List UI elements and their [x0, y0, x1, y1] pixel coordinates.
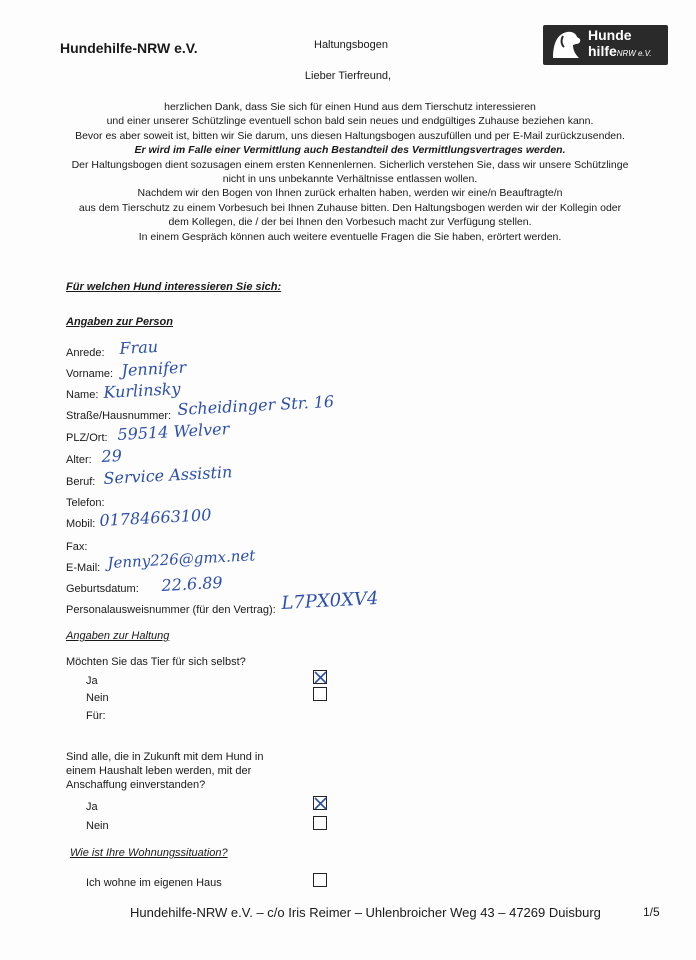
- strasse-value[interactable]: Scheidinger Str. 16: [177, 391, 335, 419]
- logo-text-hunde: Hunde: [588, 27, 632, 43]
- vorname-label: Vorname:: [66, 368, 114, 380]
- intro-line: Bevor es aber soweit ist, bitten wir Sie darum, uns diesen Haltungsbogen auszufüllen und per E-Mail zurückzusenden.: [75, 129, 625, 142]
- name-label: Name:: [66, 389, 99, 401]
- anrede-value[interactable]: Frau: [119, 337, 159, 358]
- intro-line: In einem Gespräch können auch weitere eventuelle Fragen die Sie haben, erörtert werden.: [138, 230, 562, 243]
- checkmark-x-icon: [313, 796, 328, 811]
- alter-label: Alter:: [66, 454, 92, 466]
- intro-line: Nachdem wir den Bogen von Ihnen zurück erhalten haben, werden wir eine/n Beauftragte/n: [137, 187, 563, 200]
- q1-no-label: Nein: [86, 692, 109, 704]
- vorname-value[interactable]: Jennifer: [121, 357, 187, 380]
- checkmark-x-icon: [313, 670, 328, 685]
- q2-yes-label: Ja: [86, 801, 98, 813]
- q1-no-checkbox[interactable]: [313, 687, 327, 701]
- alter-value[interactable]: 29: [101, 445, 123, 466]
- intro-line: aus dem Tierschutz zu einem Vorbesuch bei Ihnen Zuhause bitten. Den Haltungsbogen werden wir der Kollegin oder: [78, 201, 622, 214]
- name-value[interactable]: Kurlinsky: [103, 378, 181, 402]
- section-keeping: Angaben zur Haltung: [66, 630, 170, 642]
- mobil-label: Mobil:: [66, 518, 96, 530]
- ausweis-value[interactable]: L7PX0XV4: [280, 587, 379, 614]
- strasse-label: Straße/Hausnummer:: [66, 410, 172, 422]
- q1-yes-checkbox[interactable]: [313, 670, 327, 684]
- beruf-value[interactable]: Service Assistin: [103, 462, 233, 488]
- fax-label: Fax:: [66, 541, 88, 553]
- logo-text-sub: NRW e.V.: [616, 49, 652, 58]
- own-house-checkbox[interactable]: [313, 873, 327, 887]
- own-house-label: Ich wohne im eigenen Haus: [86, 877, 222, 889]
- email-label: E-Mail:: [66, 562, 101, 574]
- page-number: 1/5: [643, 905, 660, 919]
- section-housing: Wie ist Ihre Wohnungssituation?: [70, 847, 228, 859]
- intro-line: Der Haltungsbogen dient sozusagen einem ersten Kennenlernen. Sicherlich verstehen Sie, dass wir unsere Schützlinge: [71, 158, 629, 171]
- footer-address: Hundehilfe-NRW e.V. – c/o Iris Reimer – Uhlenbroicher Weg 43 – 47269 Duisburg: [130, 905, 601, 920]
- logo-text-hilfe: hilfeNRW e.V.: [588, 43, 652, 59]
- logo: [543, 25, 668, 65]
- q2-question: Sind alle, die in Zukunft mit dem Hund in einem Haushalt leben werden, mit der Anschaffung einverstanden?: [66, 751, 264, 791]
- q2-no-checkbox[interactable]: [313, 816, 327, 830]
- q1-yes-label: Ja: [86, 675, 98, 687]
- mobil-value[interactable]: 01784663100: [99, 505, 212, 530]
- q1-for-label: Für:: [86, 710, 106, 722]
- geburtsdatum-value[interactable]: 22.6.89: [161, 572, 223, 595]
- q2-yes-checkbox[interactable]: [313, 796, 327, 810]
- ausweis-label: Personalausweisnummer (für den Vertrag):: [66, 604, 276, 616]
- q1-question: Möchten Sie das Tier für sich selbst?: [66, 656, 246, 668]
- plz-ort-label: PLZ/Ort:: [66, 432, 108, 444]
- intro-line: und einer unserer Schützlinge eventuell schon bald sein neues und endgültiges Zuhause beziehen kann.: [106, 115, 594, 128]
- intro-line: herzlichen Dank, dass Sie sich für einen Hund aus dem Tierschutz interessieren: [164, 101, 536, 113]
- intro-line: nicht in uns unbekannte Verhältnisse entlassen wollen.: [222, 173, 478, 186]
- document-title: Haltungsbogen: [314, 39, 389, 51]
- telefon-label: Telefon:: [66, 497, 105, 509]
- geburtsdatum-label: Geburtsdatum:: [66, 583, 139, 595]
- q2-no-label: Nein: [86, 820, 109, 832]
- email-value[interactable]: Jenny226@gmx.net: [107, 546, 256, 572]
- plz-ort-value[interactable]: 59514 Welver: [117, 419, 230, 444]
- intro-line: dem Kollegen, die / der bei Ihnen den Vorbesuch macht zur Verfügung stellen.: [168, 216, 532, 229]
- greeting: Lieber Tierfreund,: [304, 70, 392, 82]
- intro-text: [40, 100, 660, 244]
- section-dog-interest: Für welchen Hund interessieren Sie sich:: [66, 281, 282, 293]
- anrede-label: Anrede:: [66, 347, 105, 359]
- beruf-label: Beruf:: [66, 476, 96, 488]
- intro-line-emphasis: Er wird im Falle einer Vermittlung auch Bestandteil des Vermittlungsvertrages werden.: [134, 144, 566, 157]
- organization-name: Hundehilfe-NRW e.V.: [60, 40, 198, 56]
- section-person: Angaben zur Person: [66, 316, 173, 328]
- dog-head-icon: [549, 28, 583, 62]
